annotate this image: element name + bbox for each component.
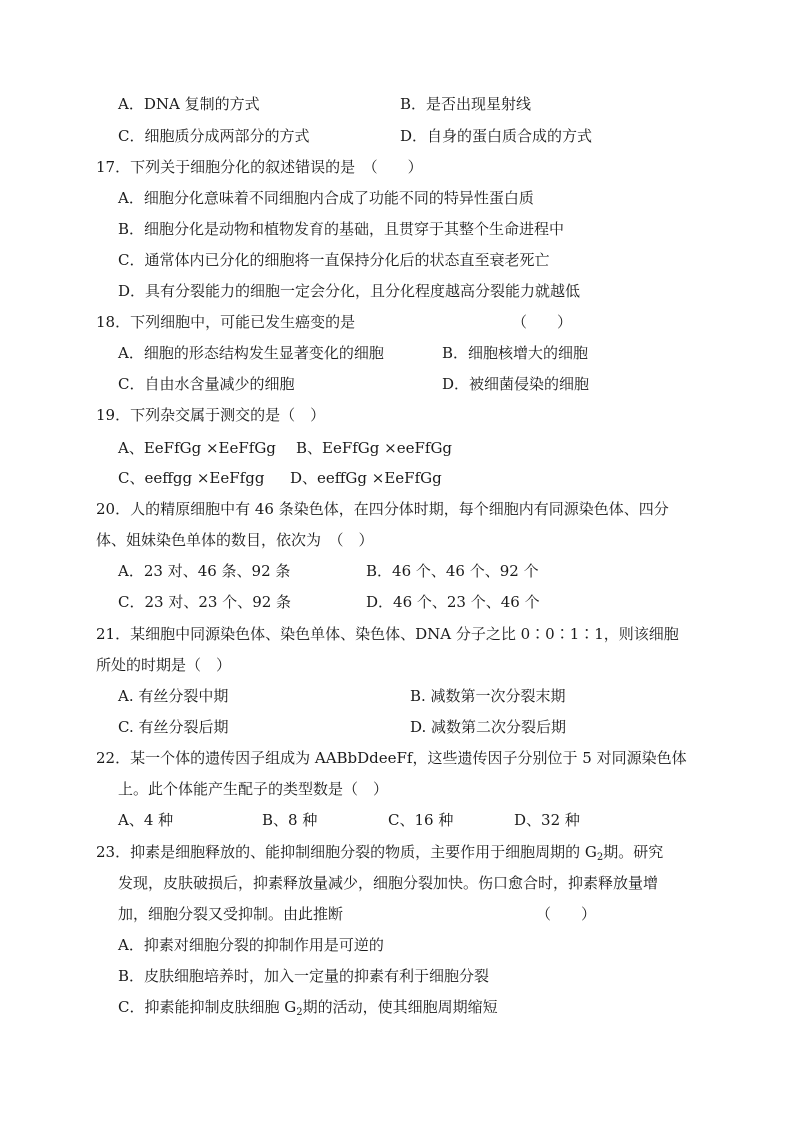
q19-option-b: B、EeFfGg ×eeFfGg <box>296 439 453 457</box>
q23-stem-line1-tail: 期。研究 <box>603 843 664 861</box>
q19-option-c: C、eeffgg ×EeFfgg <box>118 469 265 487</box>
q16-option-b: B．是否出现星射线 <box>400 95 532 113</box>
q18-option-d: D．被细菌侵染的细胞 <box>442 375 590 393</box>
q23-stem-subscript: 2 <box>596 852 604 863</box>
q23-stem-line1-text: 23．抑素是细胞释放的、能抑制细胞分裂的物质，主要作用于细胞周期的 G <box>96 843 597 861</box>
q16-option-c: C．细胞质分成两部分的方式 <box>118 127 310 145</box>
q21-option-a: A. 有丝分裂中期 <box>118 687 229 705</box>
q21-stem-line2: 所处的时期是（ ） <box>96 656 232 674</box>
q21-option-c: C. 有丝分裂后期 <box>118 718 229 736</box>
q23-answer-paren: （ ） <box>536 905 597 923</box>
q17-option-b: B．细胞分化是动物和植物发育的基础，且贯穿于其整个生命进程中 <box>118 220 565 238</box>
q23-option-b: B．皮肤细胞培养时，加入一定量的抑素有利于细胞分裂 <box>118 967 490 985</box>
q18-option-b: B．细胞核增大的细胞 <box>442 344 589 362</box>
q19-option-a: A、EeFfGg ×EeFfGg <box>118 439 276 457</box>
q21-stem-line1: 21．某细胞中同源染色体、染色单体、染色体、DNA 分子之比 0∶0∶1∶1，则该细胞 <box>96 625 679 643</box>
q21-option-b: B. 减数第一次分裂末期 <box>410 687 566 705</box>
q18-stem: 18．下列细胞中，可能已发生癌变的是 <box>96 313 356 331</box>
q17-option-d: D．具有分裂能力的细胞一定会分化，且分化程度越高分裂能力就越低 <box>118 282 581 300</box>
q22-option-b: B、8 种 <box>262 811 318 829</box>
q20-option-a: A．23 对、46 条、92 条 <box>118 562 291 580</box>
q23-option-c <box>118 996 498 1018</box>
q17-stem: 17．下列关于细胞分化的叙述错误的是 （ ） <box>96 158 423 176</box>
q22-stem-line2: 上。此个体能产生配子的类型数是（ ） <box>118 780 389 798</box>
q18-option-c: C．自由水含量减少的细胞 <box>118 375 295 393</box>
q17-option-a: A．细胞分化意味着不同细胞内合成了功能不同的特异性蛋白质 <box>118 189 534 207</box>
q20-stem-line1: 20．人的精原细胞中有 46 条染色体，在四分体时期，每个细胞内有同源染色体、四分 <box>96 500 669 518</box>
q20-option-d: D．46 个、23 个、46 个 <box>366 593 540 611</box>
q16-option-d: D．自身的蛋白质合成的方式 <box>400 127 593 145</box>
q23-stem-line3: 加，细胞分裂又受抑制。由此推断 <box>118 905 344 923</box>
q22-option-d: D、32 种 <box>514 811 580 829</box>
q22-option-c: C、16 种 <box>388 811 454 829</box>
q22-option-a: A、4 种 <box>118 811 174 829</box>
q16-option-a: A．DNA 复制的方式 <box>118 95 260 113</box>
q23-option-c-text: C．抑素能抑制皮肤细胞 G <box>118 998 297 1016</box>
q22-stem-line1: 22．某一个体的遗传因子组成为 AABbDdeeFf，这些遗传因子分别位于 5 对同源染色体 <box>96 749 687 767</box>
q23-option-c-tail: 期的活动，使其细胞周期缩短 <box>302 998 498 1016</box>
q17-option-c: C．通常体内已分化的细胞将一直保持分化后的状态直至衰老死亡 <box>118 251 550 269</box>
q18-option-a: A．细胞的形态结构发生显著变化的细胞 <box>118 344 384 362</box>
q21-option-d: D. 减数第二次分裂后期 <box>410 718 567 736</box>
q20-option-b: B．46 个、46 个、92 个 <box>366 562 539 580</box>
q20-stem-line2: 体、姐妹染色单体的数目，依次为 （ ） <box>96 531 374 549</box>
q23-option-c-subscript: 2 <box>296 1007 303 1018</box>
q18-answer-paren: （ ） <box>512 313 573 331</box>
q23-stem-line1 <box>96 841 663 863</box>
q20-option-c: C．23 对、23 个、92 条 <box>118 593 292 611</box>
q19-option-d: D、eeffGg ×EeFfGg <box>290 469 442 487</box>
q23-option-a: A．抑素对细胞分裂的抑制作用是可逆的 <box>118 936 384 954</box>
q23-stem-line2: 发现，皮肤破损后，抑素释放量减少，细胞分裂加快。伤口愈合时，抑素释放量增 <box>118 874 659 892</box>
q19-stem: 19．下列杂交属于测交的是（ ） <box>96 406 326 424</box>
